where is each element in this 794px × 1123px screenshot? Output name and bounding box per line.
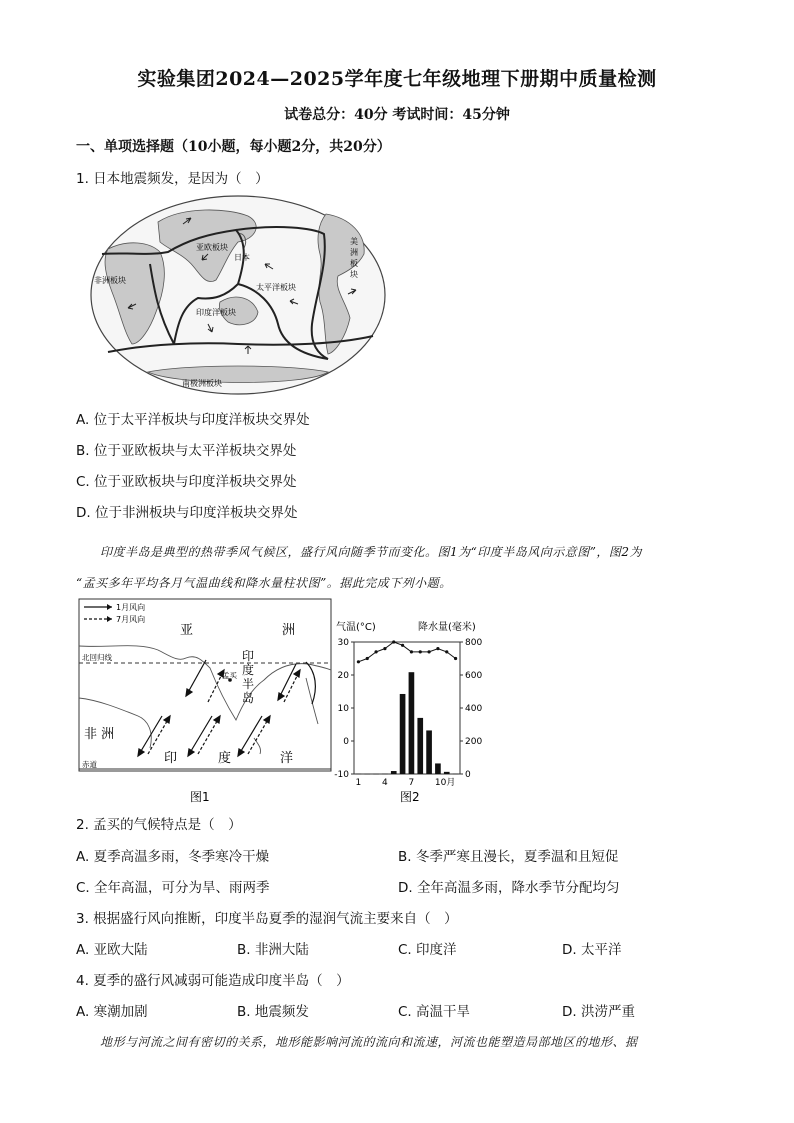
map-label-eurasia: 亚欧板块 <box>196 243 228 252</box>
label-asia: 洲 <box>282 623 296 638</box>
label-africa: 非 洲 <box>84 727 115 742</box>
temp-point <box>436 647 439 650</box>
label-ocean: 洋 <box>280 751 294 766</box>
map-label-america: 板 <box>350 259 358 268</box>
q1-option-b[interactable]: B. 位于亚欧板块与太平洋板块交界处 <box>76 443 297 459</box>
temp-point <box>392 640 395 643</box>
passage-2-line-1: 地形与河流之间有密切的关系，地形能影响河流的流向和流速，河流也能塑造局部地区的地形、据 <box>100 1035 638 1049</box>
q3-option-d[interactable]: D. 太平洋 <box>562 942 622 958</box>
label-tropic: 北回归线 <box>82 653 112 662</box>
q4-option-b[interactable]: B. 地震频发 <box>237 1004 309 1020</box>
chart-ylabel-temp: 气温(°C) <box>336 622 376 633</box>
question-3-stem: 3. 根据盛行风向推断，印度半岛夏季的湿润气流主要来自（ ） <box>76 911 458 927</box>
map-label-africa: 非洲板块 <box>94 276 126 285</box>
figure-1-wind-map <box>78 598 332 806</box>
temp-tick-label: 30 <box>337 638 349 648</box>
precip-bar <box>453 774 459 775</box>
map-label-america: 美 <box>350 237 358 246</box>
label-india: 半 <box>242 677 255 691</box>
precip-bar <box>435 763 441 774</box>
x-tick-label: 1 <box>355 778 362 788</box>
precip-tick-label: 800 <box>465 638 483 648</box>
q1-option-d[interactable]: D. 位于非洲板块与印度洋板块交界处 <box>76 505 298 521</box>
temp-axis-ticks <box>334 638 354 780</box>
q4-option-d[interactable]: D. 洪涝严重 <box>562 1004 635 1020</box>
precip-tick-label: 200 <box>465 737 483 747</box>
q1-option-c[interactable]: C. 位于亚欧板块与印度洋板块交界处 <box>76 474 297 490</box>
label-equator: 赤道 <box>82 760 97 769</box>
q1-option-a[interactable]: A. 位于太平洋板块与印度洋板块交界处 <box>76 412 310 428</box>
temp-point <box>366 657 369 660</box>
q2-option-b[interactable]: B. 冬季严寒且漫长，夏季温和且短促 <box>398 849 619 865</box>
map-label-america: 洲 <box>350 248 358 257</box>
exam-subtitle: 试卷总分：40分 考试时间：45分钟 <box>284 107 510 123</box>
q2-option-a[interactable]: A. 夏季高温多雨，冬季寒冷干燥 <box>76 849 270 865</box>
temp-point <box>454 657 457 660</box>
x-axis-ticks <box>356 777 456 788</box>
label-india: 岛 <box>242 691 255 705</box>
q3-option-a[interactable]: A. 亚欧大陆 <box>76 942 148 958</box>
exam-title: 实验集团2024—2025学年度七年级地理下册期中质量检测 <box>137 68 657 90</box>
temp-tick-label: -10 <box>334 770 349 780</box>
q2-option-c[interactable]: C. 全年高温，可分为旱、雨两季 <box>76 880 270 896</box>
chart-ylabel-precip: 降水量(毫米) <box>418 622 476 633</box>
figure-1-caption: 图1 <box>190 790 210 804</box>
question-4-stem: 4. 夏季的盛行风减弱可能造成印度半岛（ ） <box>76 973 350 989</box>
temp-point <box>383 647 386 650</box>
label-ocean: 印 <box>164 751 178 766</box>
precip-tick-label: 600 <box>465 671 483 681</box>
map-label-pacific: 太平洋板块 <box>256 283 296 292</box>
figure-2-climate-chart <box>334 618 484 804</box>
precip-tick-label: 0 <box>465 770 471 780</box>
x-tick-label: 4 <box>382 778 388 788</box>
precip-bar <box>391 771 397 774</box>
label-india: 印 <box>242 649 255 663</box>
temp-point <box>410 650 413 653</box>
temp-tick-label: 20 <box>337 671 349 681</box>
map-label-indian: 印度洋板块 <box>196 308 236 317</box>
precip-bar <box>444 772 450 774</box>
label-asia: 亚 <box>180 623 194 638</box>
legend-jan: 1月风向 <box>116 603 146 612</box>
precip-bar <box>426 730 432 774</box>
q4-option-a[interactable]: A. 寒潮加剧 <box>76 1004 148 1020</box>
map-label-america: 块 <box>350 270 358 279</box>
precip-bar <box>417 718 423 774</box>
legend-jul: 7月风向 <box>116 615 146 624</box>
precip-bar <box>400 694 406 774</box>
temp-point <box>357 660 360 663</box>
precip-bar <box>382 774 388 775</box>
passage-1-line-2: “孟买多年平均各月气温曲线和降水量柱状图”。据此完成下列小题。 <box>76 576 452 590</box>
precip-bar <box>373 774 379 775</box>
section-heading: 一、单项选择题（10小题，每小题2分，共20分） <box>76 139 391 155</box>
x-tick-label: 7 <box>408 778 415 788</box>
question-1-stem: 1. 日本地震频发，是因为（ ） <box>76 171 269 187</box>
temp-point <box>374 650 377 653</box>
temp-point <box>445 650 448 653</box>
label-mumbai: 孟买 <box>222 671 237 680</box>
question-2-stem: 2. 孟买的气候特点是（ ） <box>76 817 242 833</box>
figure-2-caption: 图2 <box>400 790 420 804</box>
plate-map <box>88 194 388 396</box>
precip-bars <box>356 672 459 774</box>
q3-option-b[interactable]: B. 非洲大陆 <box>237 942 309 958</box>
x-tick-label: 10月 <box>434 778 456 788</box>
temp-curve <box>358 642 455 662</box>
temp-point <box>401 644 404 647</box>
q3-option-c[interactable]: C. 印度洋 <box>398 942 457 958</box>
precip-bar <box>356 774 362 775</box>
label-ocean: 度 <box>218 751 232 766</box>
passage-1-line-1: 印度半岛是典型的热带季风气候区，盛行风向随季节而变化。图1为“印度半岛风向示意图”，图2为 <box>100 545 643 559</box>
precip-bar <box>364 774 370 775</box>
temp-point <box>427 650 430 653</box>
q4-option-c[interactable]: C. 高温干旱 <box>398 1004 471 1020</box>
map-label-japan: 日本 <box>234 253 250 262</box>
chart-plot-area <box>354 642 460 774</box>
temp-tick-label: 0 <box>343 737 349 747</box>
temp-point <box>419 650 422 653</box>
map-label-antarctic: 南极洲板块 <box>182 379 222 388</box>
q2-option-d[interactable]: D. 全年高温多雨，降水季节分配均匀 <box>398 880 620 896</box>
precip-axis-ticks <box>460 638 482 780</box>
precip-tick-label: 400 <box>465 704 483 714</box>
precip-bar <box>409 672 415 774</box>
label-india: 度 <box>242 663 255 677</box>
temp-tick-label: 10 <box>337 704 349 714</box>
temp-line <box>357 640 457 663</box>
